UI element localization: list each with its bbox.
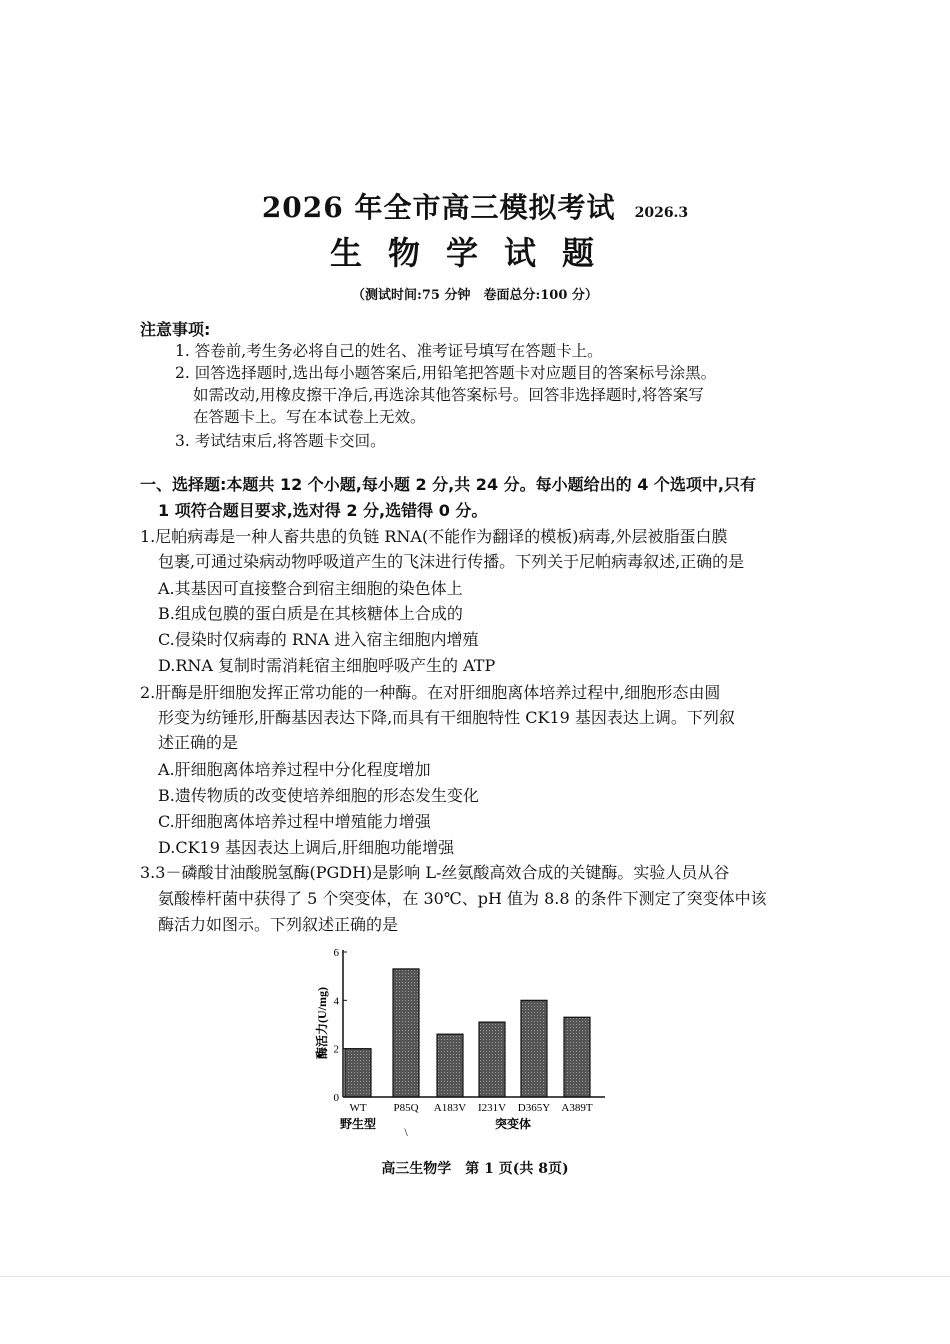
slash-mark: \ [404, 1125, 408, 1139]
notice-heading: 注意事项: [140, 320, 211, 339]
bar-p85q [393, 969, 419, 1097]
bar-i231v [479, 1022, 505, 1097]
bar-a389t [564, 1017, 590, 1097]
exam-title-row [0, 186, 950, 226]
section-heading-cont: 1 项符合题目要求,选对得 2 分,选错得 0 分。 [158, 501, 488, 520]
x-tick-label: WT [349, 1102, 367, 1114]
exam-date: 2026.3 [634, 205, 689, 221]
enzyme-activity-chart [300, 940, 620, 1140]
question-1-option-b: B.组成包膜的蛋白质是在其核糖体上合成的 [158, 604, 463, 623]
bar-d365y [521, 1000, 547, 1097]
y-tick-label: 0 [333, 1092, 339, 1104]
exam-timing: （测试时间:75 分钟 卷面总分:100 分） [352, 288, 598, 303]
question-1-option-c: C.侵染时仅病毒的 RNA 进入宿主细胞内增殖 [158, 630, 479, 649]
question-2-option-d: D.CK19 基因表达上调后,肝细胞功能增强 [158, 838, 455, 857]
x-tick-label: A183V [433, 1102, 467, 1114]
notice-item: 3. 考试结束后,将答题卡交回。 [175, 432, 386, 450]
section-heading: 一、选择题:本题共 12 个小题,每小题 2 分,共 24 分。每小题给出的 4 个选项中,只有 [140, 475, 756, 494]
notice-item: 如需改动,用橡皮擦干净后,再选涂其他答案标号。回答非选择题时,将答案写 [193, 386, 704, 404]
y-axis-label: 酶活力(U/mg) [315, 987, 329, 1059]
x-tick-label: P85Q [393, 1102, 419, 1114]
question-1-option-a: A.其基因可直接整合到宿主细胞的染色体上 [158, 579, 463, 598]
question-2-stem: 2.肝酶是肝细胞发挥正常功能的一种酶。在对肝细胞离体培养过程中,细胞形态由圆 [140, 683, 721, 702]
question-2-stem: 述正确的是 [158, 733, 239, 752]
y-tick-label: 4 [333, 995, 339, 1008]
question-1-option-d: D.RNA 复制时需消耗宿主细胞呼吸产生的 ATP [158, 656, 496, 675]
question-2-stem: 形变为纺锤形,肝酶基因表达下降,而具有干细胞特性 CK19 基因表达上调。下列叙 [158, 708, 735, 727]
x-tick-label: A389T [561, 1102, 593, 1114]
question-3-stem: 氨酸棒杆菌中获得了 5 个突变体，在 30℃、pH 值为 8.8 的条件下测定了突变体中该 [158, 889, 767, 908]
page-footer: 高三生物学 第 1 页(共 8页) [381, 1161, 569, 1177]
y-tick-label: 6 [333, 947, 339, 959]
group-label-mutant: 突变体 [494, 1117, 532, 1131]
y-tick-label: 2 [333, 1043, 339, 1056]
notice-item: 在答题卡上。写在本试卷上无效。 [193, 408, 426, 426]
question-3-stem: 酶活力如图示。下列叙述正确的是 [158, 915, 399, 934]
x-tick-label: D365Y [517, 1102, 551, 1114]
exam-title: 2026 年全市高三模拟考试 [261, 191, 616, 224]
notice-item: 1. 答卷前,考生务必将自己的姓名、准考证号填写在答题卡上。 [175, 342, 603, 360]
question-1-stem: 包裹,可通过染病动物呼吸道产生的飞沫进行传播。下列关于尼帕病毒叙述,正确的是 [158, 552, 745, 571]
group-label-wildtype: 野生型 [339, 1117, 377, 1131]
question-2-option-c: C.肝细胞离体培养过程中增殖能力增强 [158, 812, 431, 831]
bar-wt [345, 1049, 371, 1097]
notice-item: 2. 回答选择题时,选出每小题答案后,用铅笔把答题卡对应题目的答案标号涂黑。 [175, 364, 717, 382]
bar-a183v [437, 1034, 463, 1097]
question-3-stem: 3.3－磷酸甘油酸脱氢酶(PGDH)是影响 L-丝氨酸高效合成的关键酶。实验人员从谷 [140, 863, 730, 882]
page-divider [0, 1276, 950, 1277]
x-tick-label: I231V [477, 1102, 507, 1114]
question-2-option-a: A.肝细胞离体培养过程中分化程度增加 [158, 760, 431, 779]
question-1-stem: 1.尼帕病毒是一种人畜共患的负链 RNA(不能作为翻译的模板)病毒,外层被脂蛋白膜 [140, 527, 728, 546]
subject-title: 生物学试题 [329, 234, 620, 272]
question-2-option-b: B.遗传物质的改变使培养细胞的形态发生变化 [158, 786, 479, 805]
